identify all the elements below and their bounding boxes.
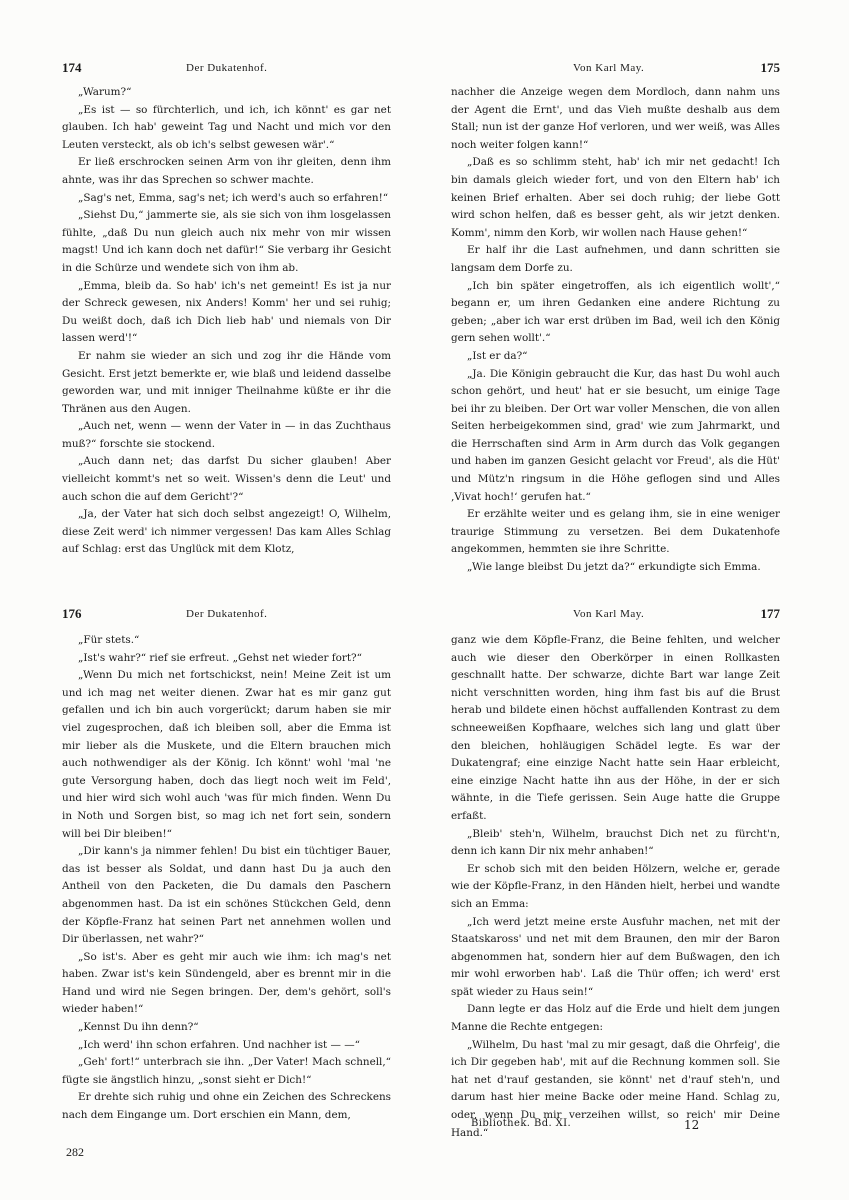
- paragraph: „Bleib' steh'n, Wilhelm, brauchst Dich net zu fürcht'n, denn ich kann Dir nix mehr anhaben!“: [451, 827, 780, 858]
- paragraph: „Auch net, wenn — wenn der Vater in — in das Zuchthaus muß?“ forschte sie stockend.: [62, 420, 391, 450]
- page-header: [451, 60, 780, 82]
- running-head: Von Karl May.: [573, 608, 645, 620]
- running-head: Der Dukatenhof.: [186, 62, 268, 74]
- page-number: 177: [760, 606, 780, 621]
- paragraph: „Geh' fort!“ unterbrach sie ihn. „Der Vater! Mach schnell,“ fügte sie ängstlich hinzu, „sonst sieht er Dich!“: [62, 1056, 391, 1086]
- paragraph: „Ist's wahr?“ rief sie erfreut. „Gehst net wieder fort?“: [78, 651, 362, 664]
- paragraph: „Für stets.“: [78, 634, 140, 646]
- page-body: [451, 84, 780, 577]
- signature-line: [451, 1118, 780, 1138]
- page-number: 175: [760, 60, 780, 75]
- page-number: 174: [62, 60, 82, 75]
- paragraph: „Wenn Du mich net fortschickst, nein! Meine Zeit ist um und ich mag net weiter dienen. Zwar hat es mir ganz gut gefallen und ich bin auch vorgerückt; darum haben sie mir viel zugesprochen, daß ich bleiben soll, aber die Emma ist mir lieber als die Muskete, und die Eltern brauchen mich auch nothwendiger als der König. Ich könnt' wohl 'mal 'ne gute Versorgung haben, doch das liegt noch weit im Feld', und hier wird sich wohl auch 'was für mich finden. Wenn Du in Noth und Sorgen bist, so mag ich net fort sein, sondern will bei Dir bleiben!“: [62, 669, 391, 840]
- page-header: [62, 606, 391, 628]
- page-body: [62, 84, 391, 559]
- page-number: 176: [62, 606, 82, 621]
- page-body: [451, 632, 780, 1142]
- paragraph: Er drehte sich ruhig und ohne ein Zeichen des Schreckens nach dem Eingange um. Dort erschien ein Mann, dem,: [62, 1091, 391, 1122]
- paragraph: „Dir kann's ja nimmer fehlen! Du bist ein tüchtiger Bauer, das ist besser als Soldat, und dann hast Du ja auch den Antheil von den Packeten, die Du damals den Paschern abgenommen hast. Da ist ein schönes Stückchen Geld, denn der Köpfle-Franz hat seinen Part net annehmen wollen und Dir überlassen, net wahr?“: [62, 845, 391, 946]
- paragraph: „Emma, bleib da. So hab' ich's net gemeint! Es ist ja nur der Schreck gewesen, nix Anders! Komm' her und sei ruhig; Du weißt doch, daß ich Dich lieb hab' und niemals von Dir lassen werd'!“: [62, 279, 391, 345]
- paragraph: „Ich werd' ihn schon erfahren. Und nachher ist — —“: [78, 1038, 360, 1051]
- page-header: [451, 606, 780, 628]
- paragraph: „Ja. Die Königin gebraucht die Kur, das hast Du wohl auch schon gehört, und heut' hat er sie besucht, um einige Tage bei ihr zu bleiben. Der Ort war voller Menschen, die von allen Seiten herbeigekommen sind, grad' wie zum Jahrmarkt, und die Herrschaften sind Arm in Arm durch das Volk gegangen und haben im ganzen Gesicht gelacht vor Freud', als die Hüt' und Mütz'n ringsum in die Höhe geflogen sind und Alles ‚Vivat hoch!‘ gerufen hat.“: [451, 367, 780, 503]
- paragraph: nachher die Anzeige wegen dem Mordloch, dann nahm uns der Agent die Ernt', und das Vieh mußte deshalb aus dem Stall; nun ist der ganze Hof verloren, und wer weiß, was Alles noch weiter folgen kann!“: [451, 86, 780, 151]
- page-176: [62, 606, 391, 1166]
- paragraph: „So ist's. Aber es geht mir auch wie ihm: ich mag's net haben. Zwar ist's kein Sündengeld, aber es brennt mir in die Hand und wird nie Segen bringen. Der, dem's gehört, soll's wieder haben!“: [62, 950, 391, 1016]
- paragraph: Er schob sich mit den beiden Hölzern, welche er, gerade wie der Köpfle-Franz, in den Händen hielt, herbei und wandte sich an Emma:: [451, 862, 780, 910]
- page-177: [451, 606, 780, 1166]
- paragraph: „Ist er da?“: [467, 349, 528, 362]
- paragraph: „Wilhelm, Du hast 'mal zu mir gesagt, daß die Ohrfeig', die ich Dir gegeben hab', mit auf die Rechnung kommen soll. Sie hat net d'rauf gestanden, sie könnt' net d'rauf steh'n, und darum hast hier meine Backe oder meine Hand. Schlag zu, oder, wenn Du mir verzeihen willst, so reich' mir Deine Hand.“: [451, 1038, 780, 1139]
- running-head: Der Dukatenhof.: [186, 608, 268, 620]
- paragraph: „Wie lange bleibst Du jetzt da?“ erkundigte sich Emma.: [467, 561, 761, 574]
- page-174: [62, 60, 391, 590]
- running-head: Von Karl May.: [573, 62, 645, 74]
- paragraph: „Daß es so schlimm steht, hab' ich mir net gedacht! Ich bin damals gleich wieder fort, und von den Eltern hab' ich keinen Brief erhalten. Aber sei doch ruhig; der liebe Gott wird schon helfen, daß es besser geht, als wir jetzt denken. Komm', nimm den Korb, wir wollen nach Hause gehen!“: [451, 156, 780, 239]
- paragraph: „Ja, der Vater hat sich doch selbst angezeigt! O, Wilhelm, diese Zeit werd' ich nimmer vergessen! Das kam Alles Schlag auf Schlag: erst das Unglück mit dem Klotz,: [62, 508, 391, 556]
- paragraph: „Siehst Du,“ jammerte sie, als sie sich von ihm losgelassen fühlte, „daß Du nun gleich auch nix mehr von mir wissen magst! Und ich kann doch net dafür!“ Sie verbarg ihr Gesicht in die Schürze und wendete sich von ihm ab.: [62, 209, 391, 274]
- paragraph: „Kennst Du ihn denn?“: [78, 1021, 199, 1034]
- page-body: [62, 632, 391, 1125]
- paragraph: Er nahm sie wieder an sich und zog ihr die Hände vom Gesicht. Erst jetzt bemerkte er, wie blaß und leidend dasselbe geworden war, und mit inniger Theilnahme küßte er ihr die Thränen aus den Augen.: [62, 349, 391, 415]
- paragraph: Er ließ erschrocken seinen Arm von ihr gleiten, denn ihm ahnte, was ihr das Sprechen so schwer machte.: [62, 156, 391, 186]
- signature-number: 12: [684, 1118, 700, 1132]
- paragraph: ganz wie dem Köpfle-Franz, die Beine fehlten, und welcher auch wie dieser den Oberkörper in einen Rollkasten geschnallt hatte. Der schwarze, dichte Bart war lange Zeit nicht verschnitten worden, hing ihm fast bis auf die Brust herab und bildete einen höchst auffallenden Kontrast zu dem schneeweißen Kopfhaare, welches sich lang und glatt über den bleichen, hohläugigen Schädel legte. Es war der Dukatengraf; eine einzige Nacht hatte sein Haar erbleicht, eine einzige Nacht hatte ihn aus der Höhe, in der er sich wähnte, in die Tiefe gerissen. Sein Auge hatte die Gruppe erfaßt.: [451, 634, 780, 822]
- paragraph: Dann legte er das Holz auf die Erde und hielt dem jungen Manne die Rechte entgegen:: [451, 1003, 780, 1034]
- page-header: [62, 60, 391, 82]
- paragraph: „Ich werd jetzt meine erste Ausfuhr machen, net mit der Staatskaross' und net mit dem Braunen, den mir der Baron abgenommen hat, sondern hier auf dem Bußwagen, den ich mir wohl erworben hab'. Laß die Thür offen; ich werd' erst spät wieder zu Haus sein!“: [451, 915, 780, 998]
- paragraph: Er erzählte weiter und es gelang ihm, sie in eine weniger traurige Stimmung zu versetzen. Bei dem Dukatenhofe angekommen, hemmten sie ihre Schritte.: [451, 508, 780, 556]
- paragraph: „Sag's net, Emma, sag's net; ich werd's auch so erfahren!“: [78, 191, 389, 204]
- paragraph: „Auch dann net; das darfst Du sicher glauben! Aber vielleicht kommt's net so weit. Wissen's denn die Leut' und auch schon die auf dem Gericht'?“: [62, 455, 391, 503]
- page-175: [451, 60, 780, 590]
- paragraph: „Ich bin später eingetroffen, als ich eigentlich wollt',“ begann er, um ihren Gedanken eine andere Richtung zu geben; „aber ich war erst drüben im Bad, weil ich den König gern sehen wollt'.“: [451, 279, 780, 345]
- paragraph: „Es ist — so fürchterlich, und ich, ich könnt' es gar net glauben. Ich hab' geweint Tag und Nacht und mich vor den Leuten versteckt, als ob ich's selbst gewesen wär'.“: [62, 103, 391, 151]
- signature-mark: Bibliothek. Bd. XI.: [471, 1118, 572, 1129]
- page-footer-number: 282: [66, 1145, 84, 1159]
- paragraph: „Warum?“: [78, 86, 132, 98]
- paragraph: Er half ihr die Last aufnehmen, und dann schritten sie langsam dem Dorfe zu.: [451, 244, 780, 274]
